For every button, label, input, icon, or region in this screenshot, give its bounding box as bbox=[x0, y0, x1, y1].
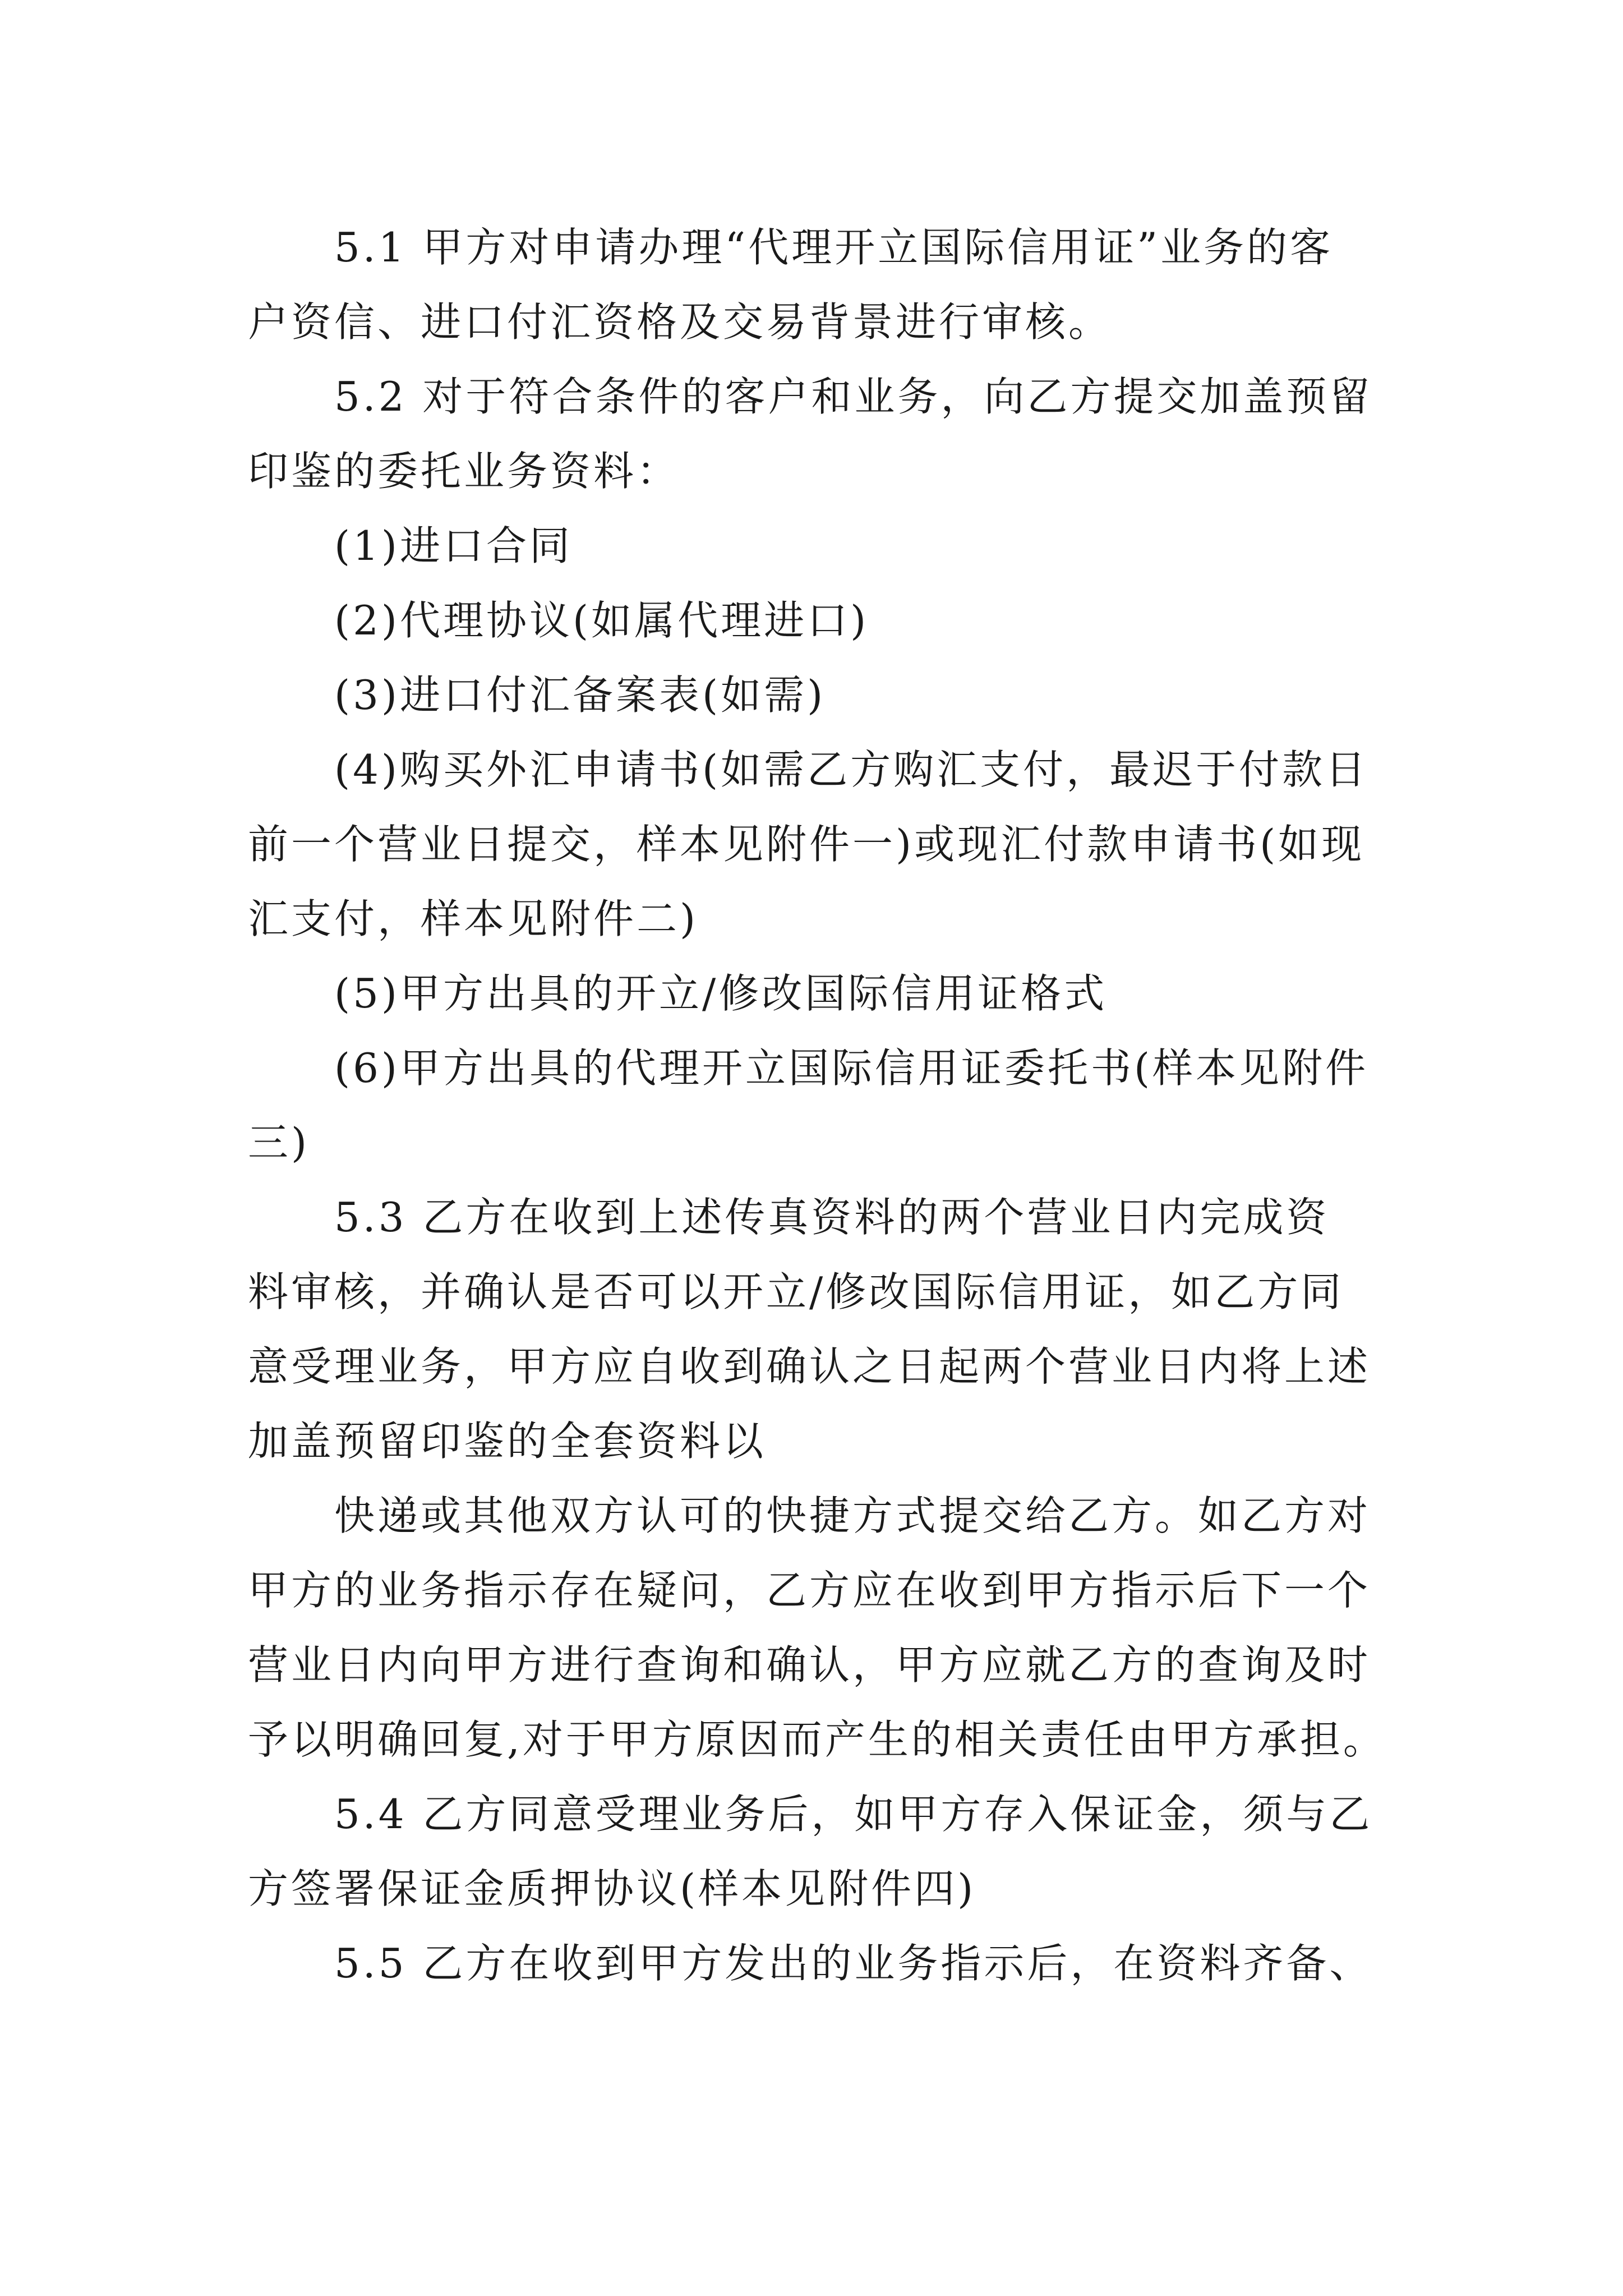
text-line: 5.3 乙方在收到上述传真资料的两个营业日内完成资 bbox=[334, 1194, 1330, 1241]
text-line: 甲方的业务指示存在疑问，乙方应在收到甲方指示后下一个 bbox=[248, 1567, 1371, 1614]
text-line: (2)代理协议(如属代理进口) bbox=[334, 597, 869, 644]
text-line: 意受理业务，甲方应自收到确认之日起两个营业日内将上述 bbox=[248, 1343, 1371, 1390]
text-line: 汇支付，样本见附件二) bbox=[248, 895, 699, 942]
text-line: 加盖预留印鉴的全套资料以 bbox=[248, 1418, 767, 1465]
text-line: 料审核，并确认是否可以开立/修改国际信用证，如乙方同 bbox=[248, 1268, 1344, 1315]
text-line: 印鉴的委托业务资料： bbox=[248, 448, 680, 495]
text-line: 前一个营业日提交，样本见附件一)或现汇付款申请书(如现 bbox=[248, 821, 1365, 868]
text-line: 方签署保证金质押协议(样本见附件四) bbox=[248, 1865, 976, 1912]
text-line: 予以明确回复,对于甲方原因而产生的相关责任由甲方承担。 bbox=[248, 1716, 1386, 1763]
text-line: (3)进口付汇备案表(如需) bbox=[334, 671, 826, 719]
text-line: 户资信、进口付汇资格及交易背景进行审核。 bbox=[248, 298, 1112, 346]
text-line: (4)购买外汇申请书(如需乙方购汇支付，最迟于付款日 bbox=[334, 746, 1369, 793]
text-line: (6)甲方出具的代理开立国际信用证委托书(样本见附件 bbox=[334, 1045, 1369, 1092]
text-line: 5.1 甲方对申请办理“代理开立国际信用证”业务的客 bbox=[334, 224, 1334, 271]
text-line: (1)进口合同 bbox=[334, 522, 573, 569]
text-line: 三) bbox=[248, 1119, 310, 1166]
text-line: 5.2 对于符合条件的客户和业务，向乙方提交加盖预留 bbox=[334, 373, 1373, 420]
document-body bbox=[248, 210, 1386, 2001]
text-line: 5.5 乙方在收到甲方发出的业务指示后，在资料齐备、 bbox=[334, 1940, 1373, 1987]
text-line: (5)甲方出具的开立/修改国际信用证格式 bbox=[334, 970, 1108, 1017]
text-line: 快递或其他双方认可的快捷方式提交给乙方。如乙方对 bbox=[334, 1492, 1371, 1539]
text-line: 5.4 乙方同意受理业务后，如甲方存入保证金，须与乙 bbox=[334, 1791, 1373, 1838]
text-line: 营业日内向甲方进行查询和确认，甲方应就乙方的查询及时 bbox=[248, 1641, 1371, 1688]
